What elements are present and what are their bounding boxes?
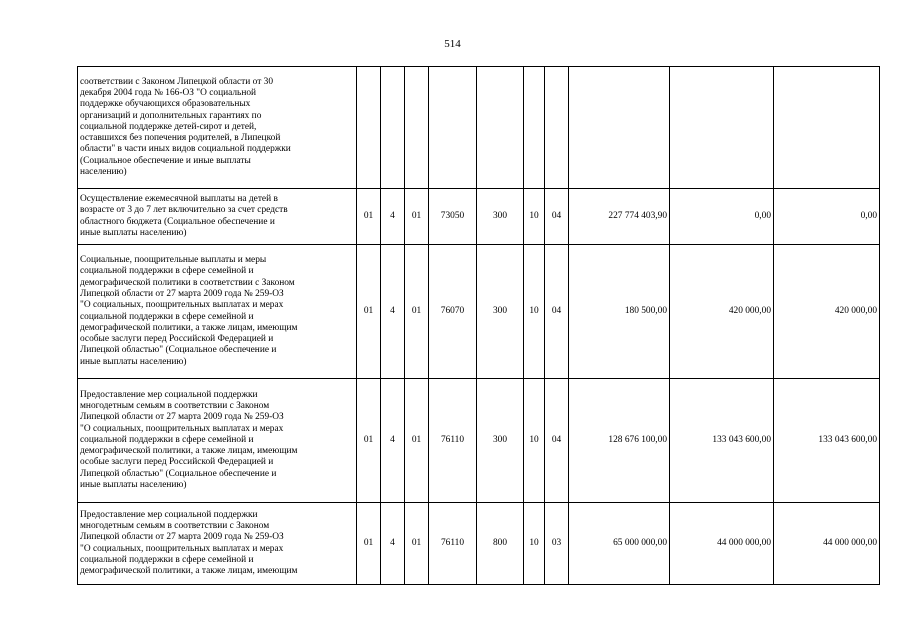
description-line: социальной поддержки в сфере семейной и: [80, 311, 254, 322]
code-cell-c3: [405, 67, 429, 189]
amount-cell-a2: [670, 67, 774, 189]
code-cell-c5: 300: [477, 245, 524, 379]
description-line: Липецкой областью" (Социальное обеспечение и: [80, 468, 277, 479]
amount-cell-a1: [569, 67, 670, 189]
amount-cell-a2: 133 043 600,00: [670, 379, 774, 503]
description-line: Предоставление мер социальной поддержки: [80, 509, 258, 520]
table-row: [78, 379, 880, 503]
amount-cell-a1: 128 676 100,00: [569, 379, 670, 503]
description-line: многодетным семьям в соответствии с Законом: [80, 520, 270, 531]
budget-table: [77, 66, 880, 585]
table-row: [78, 67, 880, 189]
code-cell-c7: 04: [545, 379, 569, 503]
amount-cell-a2: 0,00: [670, 189, 774, 245]
description-line: иные выплаты населению): [80, 356, 187, 367]
description-line: Липецкой области от 27 марта 2009 года № 259-ОЗ: [80, 288, 284, 299]
code-cell-c4: [429, 67, 477, 189]
amount-cell-a3: 133 043 600,00: [774, 379, 880, 503]
row-description: [78, 379, 357, 503]
description-line: "О социальных, поощрительных выплатах и мерах: [80, 300, 284, 311]
code-cell-c1: [357, 67, 381, 189]
code-cell-c5: 300: [477, 189, 524, 245]
description-line: социальной поддержки в сфере семейной и: [80, 266, 254, 277]
amount-cell-a2: 44 000 000,00: [670, 503, 774, 585]
description-line: "О социальных, поощрительных выплатах и мерах: [80, 423, 284, 434]
code-cell-c4: 76110: [429, 379, 477, 503]
code-cell-c1: 01: [357, 379, 381, 503]
code-cell-c6: 10: [524, 503, 545, 585]
code-cell-c2: 4: [381, 189, 405, 245]
code-cell-c2: [381, 67, 405, 189]
table-row: [78, 245, 880, 379]
description-line: иные выплаты населению): [80, 227, 187, 238]
code-cell-c4: 73050: [429, 189, 477, 245]
code-cell-c3: 01: [405, 503, 429, 585]
code-cell-c6: 10: [524, 379, 545, 503]
description-line: организаций и дополнительных гарантиях по: [80, 110, 262, 121]
description-line: (Социальное обеспечение и иные выплаты: [80, 155, 251, 166]
code-cell-c7: 03: [545, 503, 569, 585]
description-line: областного бюджета (Социальное обеспечение и: [80, 216, 275, 227]
description-line: Осуществление ежемесячной выплаты на детей в: [80, 193, 278, 204]
description-line: Липецкой областью" (Социальное обеспечение и: [80, 345, 277, 356]
code-cell-c6: [524, 67, 545, 189]
description-line: оставшихся без попечения родителей, в Липецкой: [80, 133, 281, 144]
description-line: возрасте от 3 до 7 лет включительно за счет средств: [80, 205, 288, 216]
row-description: [78, 189, 357, 245]
code-cell-c5: 800: [477, 503, 524, 585]
code-cell-c5: 300: [477, 379, 524, 503]
description-line: декабря 2004 года № 166-ОЗ "О социальной: [80, 87, 257, 98]
description-line: особые заслуги перед Российской Федерацией и: [80, 457, 274, 468]
amount-cell-a1: 227 774 403,90: [569, 189, 670, 245]
code-cell-c1: 01: [357, 189, 381, 245]
code-cell-c1: 01: [357, 245, 381, 379]
code-cell-c2: 4: [381, 503, 405, 585]
code-cell-c3: 01: [405, 189, 429, 245]
code-cell-c4: 76110: [429, 503, 477, 585]
amount-cell-a2: 420 000,00: [670, 245, 774, 379]
description-line: демографической политики, а также лицам, имеющим: [80, 322, 298, 333]
code-cell-c7: 04: [545, 189, 569, 245]
table-row: [78, 503, 880, 585]
description-line: социальной поддержке детей-сирот и детей,: [80, 121, 257, 132]
code-cell-c2: 4: [381, 245, 405, 379]
code-cell-c3: 01: [405, 379, 429, 503]
amount-cell-a1: 180 500,00: [569, 245, 670, 379]
description-line: особые заслуги перед Российской Федерацией и: [80, 334, 274, 345]
description-line: демографической политики, а также лицам, имеющим: [80, 566, 298, 577]
description-line: Липецкой области от 27 марта 2009 года № 259-ОЗ: [80, 412, 284, 423]
row-description: [78, 245, 357, 379]
description-line: многодетным семьям в соответствии с Законом: [80, 400, 270, 411]
code-cell-c7: [545, 67, 569, 189]
description-line: социальной поддержки в сфере семейной и: [80, 554, 254, 565]
description-line: "О социальных, поощрительных выплатах и мерах: [80, 543, 284, 554]
description-line: Социальные, поощрительные выплаты и меры: [80, 255, 267, 266]
amount-cell-a3: 44 000 000,00: [774, 503, 880, 585]
code-cell-c4: 76070: [429, 245, 477, 379]
table-row: [78, 189, 880, 245]
amount-cell-a3: 420 000,00: [774, 245, 880, 379]
page-number: 514: [444, 38, 461, 50]
description-line: демографической политики, а также лицам, имеющим: [80, 446, 298, 457]
code-cell-c2: 4: [381, 379, 405, 503]
description-line: Предоставление мер социальной поддержки: [80, 389, 258, 400]
description-line: социальной поддержки в сфере семейной и: [80, 434, 254, 445]
amount-cell-a1: 65 000 000,00: [569, 503, 670, 585]
row-description: [78, 503, 357, 585]
code-cell-c7: 04: [545, 245, 569, 379]
code-cell-c3: 01: [405, 245, 429, 379]
code-cell-c5: [477, 67, 524, 189]
description-line: поддержке обучающихся образовательных: [80, 99, 251, 110]
description-line: соответствии с Законом Липецкой области от 30: [80, 76, 274, 87]
description-line: иные выплаты населению): [80, 480, 187, 491]
description-line: населению): [80, 167, 127, 178]
row-description: [78, 67, 357, 189]
description-line: Липецкой области от 27 марта 2009 года № 259-ОЗ: [80, 532, 284, 543]
amount-cell-a3: 0,00: [774, 189, 880, 245]
code-cell-c1: 01: [357, 503, 381, 585]
description-line: демографической политики в соответствии с Законом: [80, 277, 295, 288]
amount-cell-a3: [774, 67, 880, 189]
code-cell-c6: 10: [524, 245, 545, 379]
description-line: области" в части иных видов социальной поддержки: [80, 144, 291, 155]
code-cell-c6: 10: [524, 189, 545, 245]
